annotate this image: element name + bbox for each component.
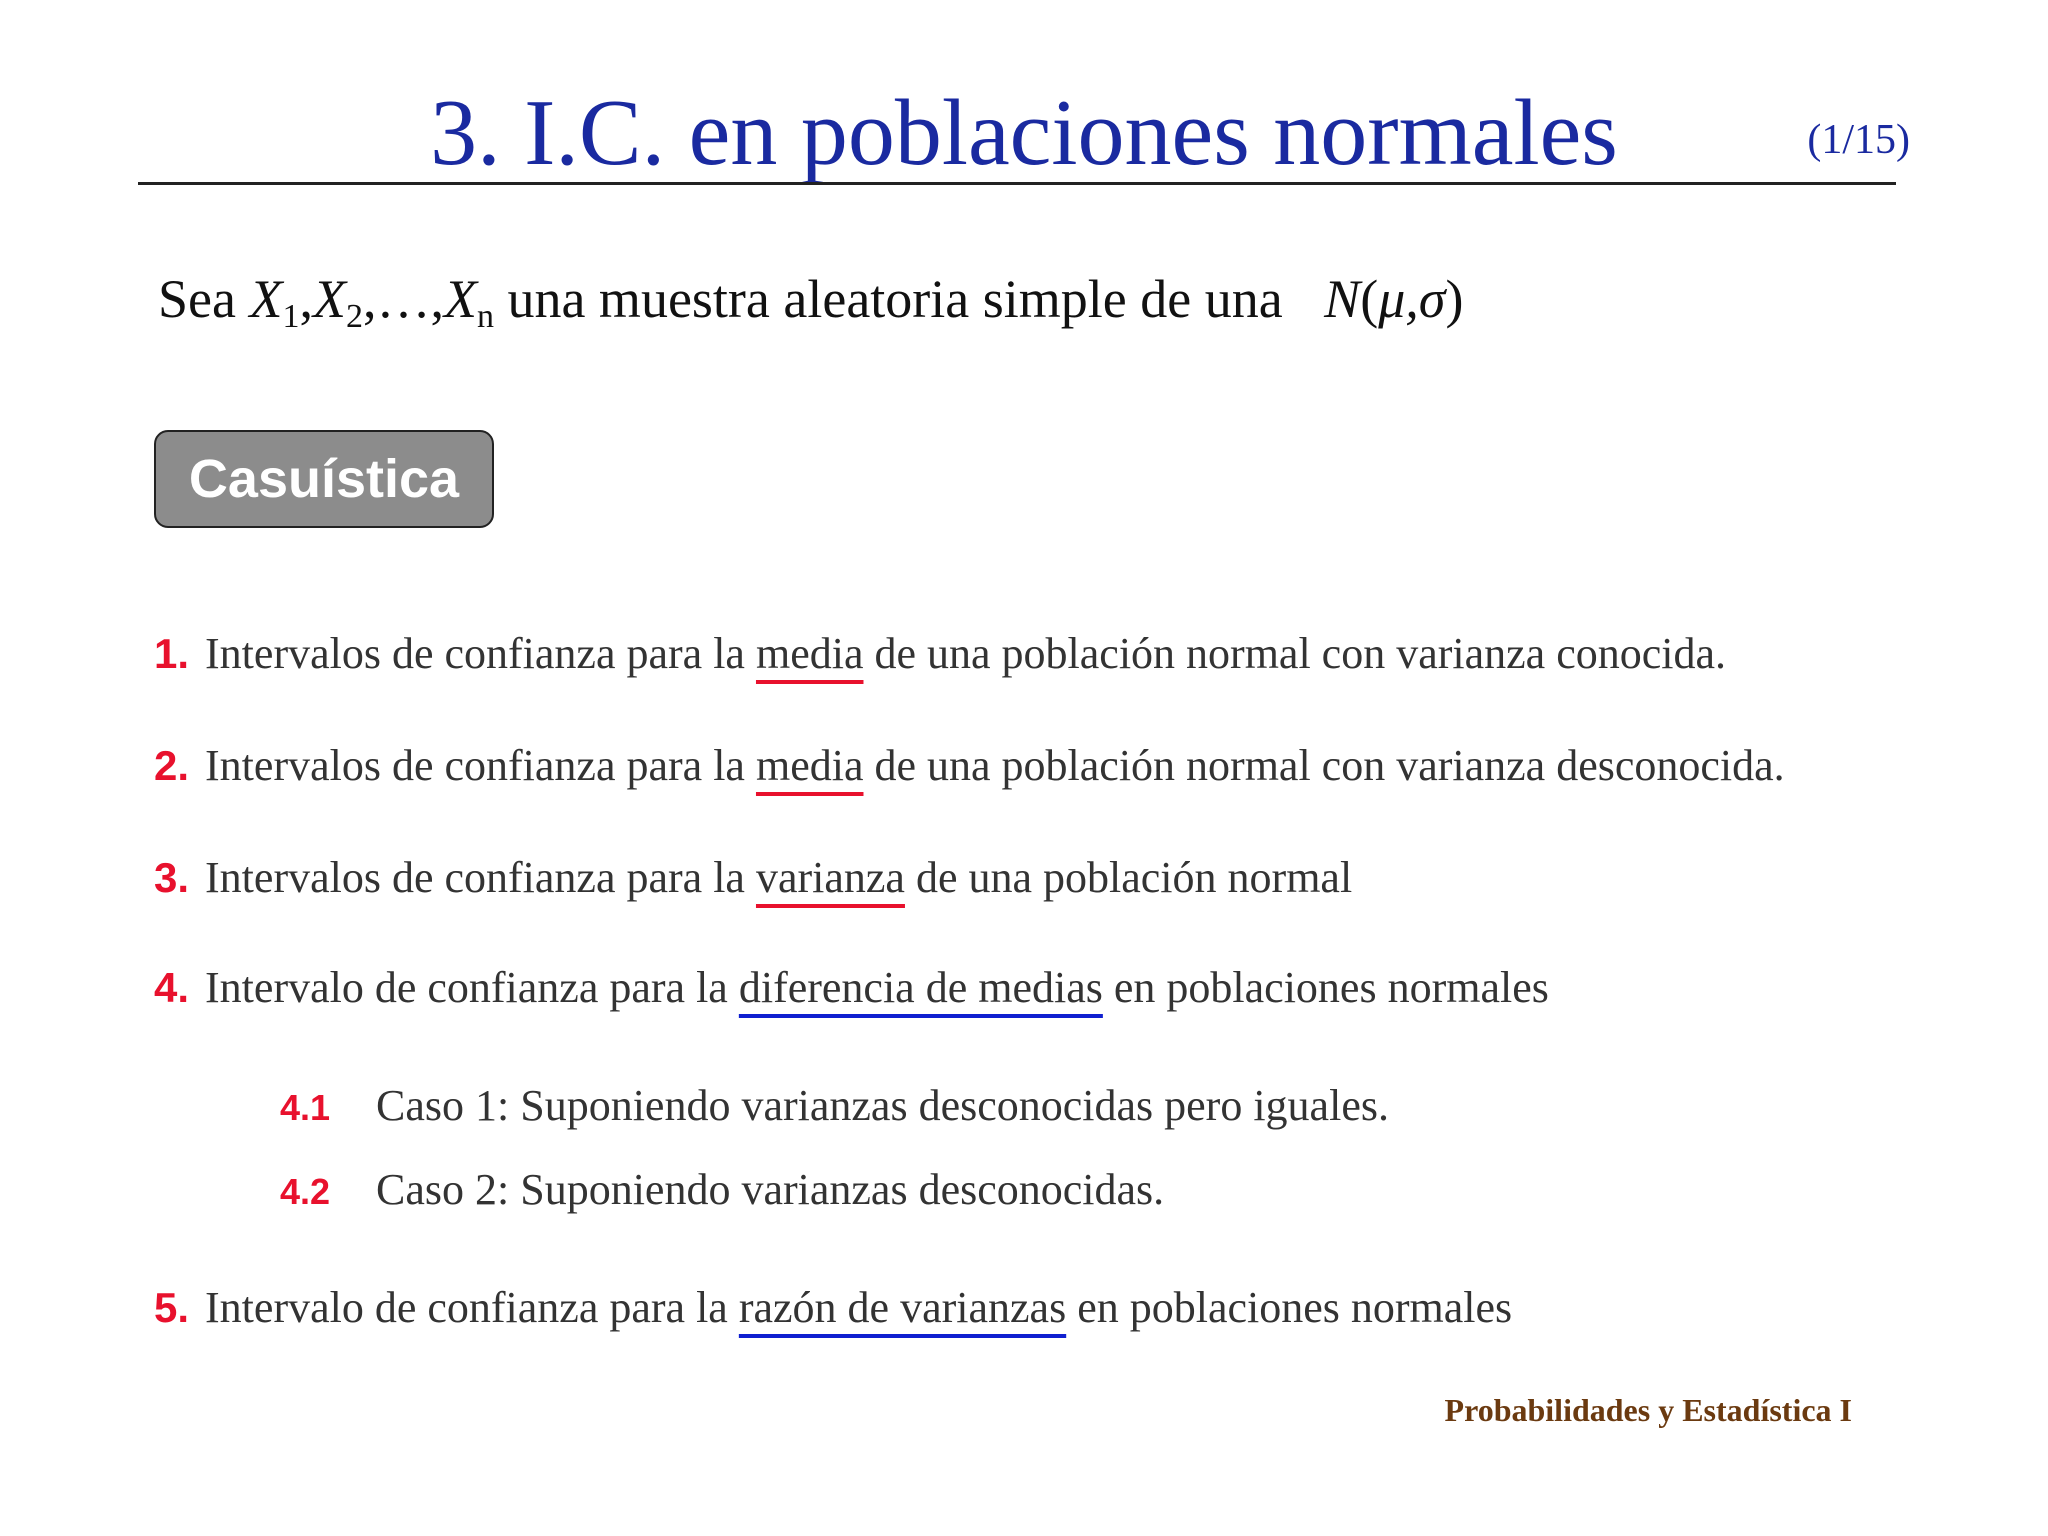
dist-name: N [1324, 269, 1361, 329]
slide-title: 3. I.C. en poblaciones normales [430, 81, 1618, 185]
item-number: 2. [154, 742, 190, 789]
sub-item-text: Caso 2: Suponiendo varianzas desconocidas. [376, 1165, 1165, 1214]
page-counter: (1/15) [1807, 117, 1910, 163]
item-number: 5. [154, 1284, 190, 1331]
sub-item-4-1 [280, 1080, 1389, 1131]
item-highlight: media [755, 629, 864, 678]
item-text: Intervalos de confianza para la media de una población normal con varianza desconocida. [205, 741, 1785, 790]
normal-distribution-notation [1324, 269, 1463, 329]
item-highlight: media [755, 741, 864, 790]
item-text: Intervalo de confianza para la diferencia de medias en poblaciones normales [205, 963, 1549, 1012]
item-number: 1. [154, 630, 190, 677]
item-highlight: varianza [755, 853, 905, 902]
intro-sentence: Sea $X_1,X_2,\dots,X_n$ una muestra aleatoria simple de una N(μ,σ) [158, 269, 1464, 335]
list-item-3 [154, 852, 1352, 903]
item-number: 3. [154, 854, 190, 901]
sub-item-4-2 [280, 1164, 1164, 1215]
item-highlight: razón de varianzas [738, 1283, 1067, 1332]
var-x1: X [249, 269, 283, 329]
var-x2: X [312, 269, 346, 329]
dist-close-paren: ) [1445, 269, 1464, 329]
sub-item-number: 4.2 [280, 1171, 331, 1212]
list-item-1 [154, 628, 1726, 679]
dist-args: μ,σ [1378, 269, 1446, 329]
intro-lead: Sea [158, 269, 250, 329]
intro-rest: una muestra aleatoria simple de una [493, 269, 1283, 329]
item-text: Intervalo de confianza para la razón de varianzas en poblaciones normales [205, 1283, 1513, 1332]
var-xn: X [443, 269, 477, 329]
sub-item-number: 4.1 [280, 1087, 331, 1128]
casuistica-badge: Casuística [154, 430, 494, 528]
list-item-2 [154, 740, 1785, 791]
course-footer: Probabilidades y Estadística I [1444, 1392, 1852, 1428]
item-text: Intervalos de confianza para la varianza de una población normal [205, 853, 1353, 902]
title-divider [138, 182, 1896, 185]
item-number: 4. [154, 964, 190, 1011]
list-item-4 [154, 962, 1549, 1013]
sub-item-text: Caso 1: Suponiendo varianzas desconocidas pero iguales. [376, 1081, 1389, 1130]
var-x1-sub: 1 [282, 298, 300, 335]
var-xn-sub: n [476, 298, 494, 335]
item-highlight: diferencia de medias [738, 963, 1103, 1012]
intro-ellipsis: ,…, [362, 269, 444, 329]
list-item-5 [154, 1282, 1512, 1333]
item-text: Intervalos de confianza para la media de una población normal con varianza conocida. [205, 629, 1727, 678]
dist-open-paren: ( [1360, 269, 1379, 329]
var-x2-sub: 2 [345, 298, 363, 335]
